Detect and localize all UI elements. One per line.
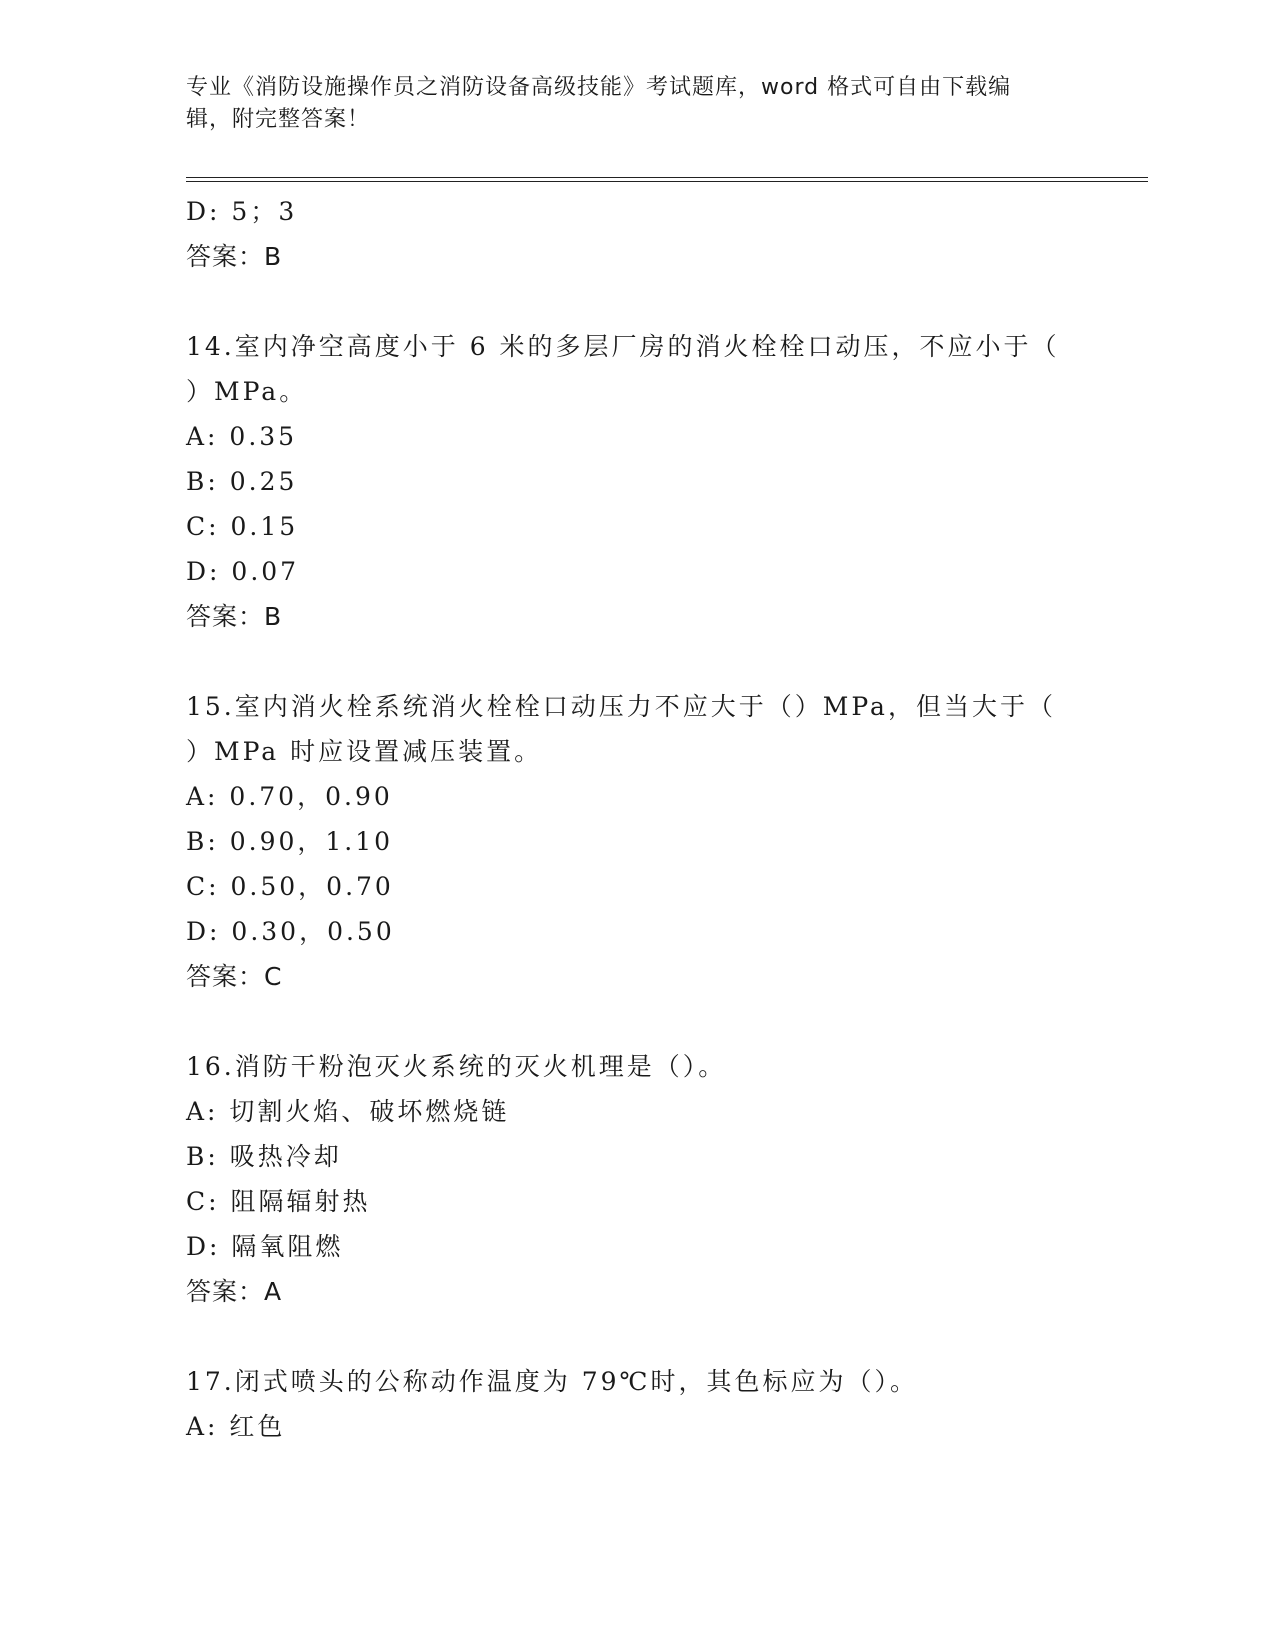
option-c: C: 0.50，0.70 [186,872,394,901]
header-title-line-2: 辑，附完整答案！ [186,107,371,132]
option-d: D: 隔氧阻燃 [186,1232,344,1261]
header-rule-top [186,177,1148,178]
option-b: B: 吸热冷却 [186,1142,342,1171]
header-rule-bottom [186,181,1148,182]
option-a: A: 切割火焰、破坏燃烧链 [186,1097,510,1126]
previous-question-tail [186,189,1086,279]
option-b: B: 0.25 [186,467,298,496]
answer-line: 答案：B [186,602,283,631]
option-d: D: 0.07 [186,557,300,586]
question-stem-line-2: ）MPa 时应设置减压装置。 [186,737,543,766]
answer-line: 答案：C [186,962,283,991]
question-stem-line-1: 17.闭式喷头的公称动作温度为 79℃时，其色标应为（）。 [186,1367,918,1396]
question-16 [186,1044,1086,1314]
option-d: D: 5；3 [186,197,298,226]
answer-line: 答案：B [186,242,283,271]
option-a: A: 红色 [186,1412,286,1441]
option-a: A: 0.35 [186,422,298,451]
question-stem-line-1: 15.室内消火栓系统消火栓栓口动压力不应大于（）MPa，但当大于（ [186,692,1056,721]
option-c: C: 0.15 [186,512,299,541]
question-stem-line-1: 16.消防干粉泡灭火系统的灭火机理是（）。 [186,1052,727,1081]
question-17 [186,1359,1086,1449]
option-a: A: 0.70，0.90 [186,782,393,811]
question-stem-line-2: ）MPa。 [186,377,308,406]
question-14 [186,324,1086,639]
answer-line: 答案：A [186,1277,283,1306]
question-stem-line-1: 14.室内净空高度小于 6 米的多层厂房的消火栓栓口动压，不应小于（ [186,332,1060,361]
option-d: D: 0.30，0.50 [186,917,395,946]
question-15 [186,684,1086,999]
question-list [186,189,1086,1449]
header-title-line-1: 专业《消防设施操作员之消防设备高级技能》考试题库，word 格式可自由下载编 [186,75,1012,100]
document-header [186,72,1066,136]
option-b: B: 0.90，1.10 [186,827,394,856]
option-c: C: 阻隔辐射热 [186,1187,371,1216]
